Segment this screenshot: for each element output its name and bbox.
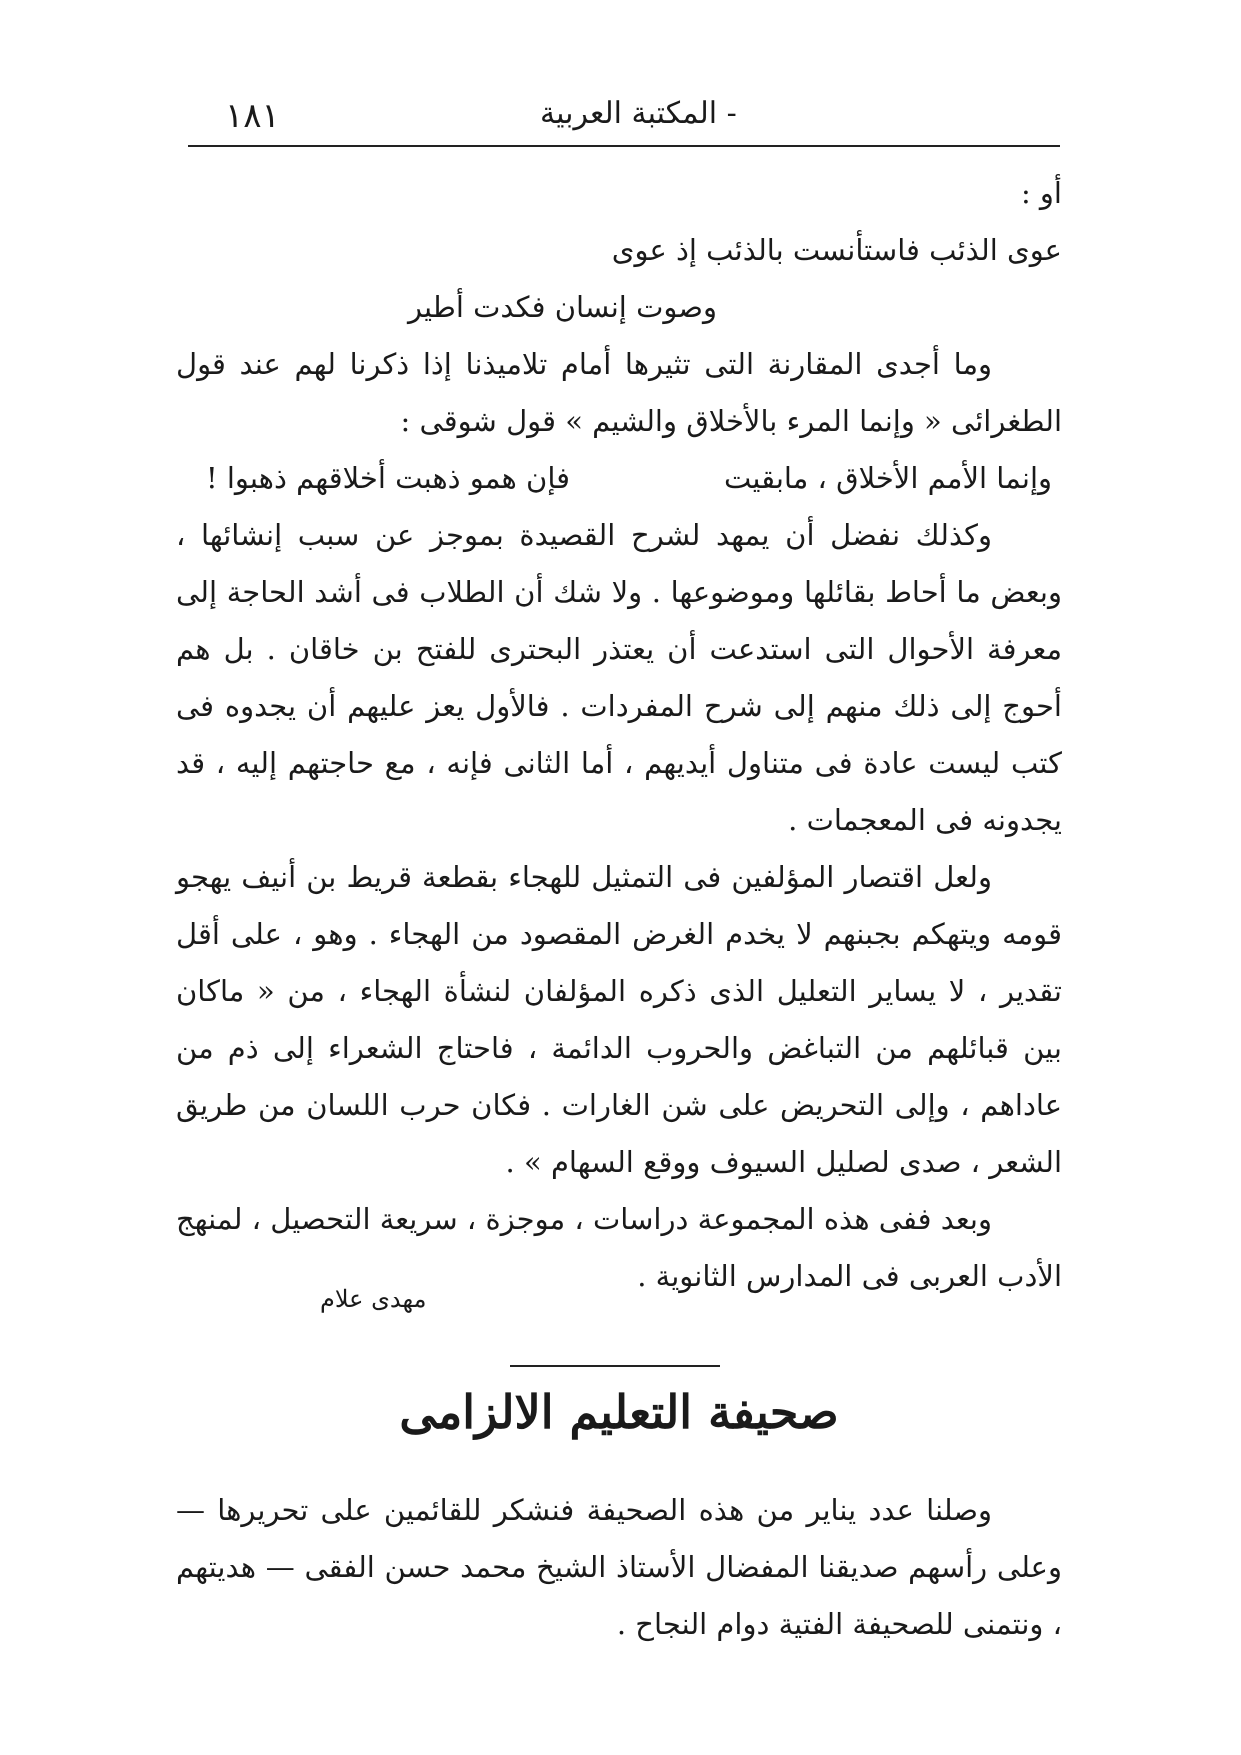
header-rule (188, 145, 1060, 147)
page-number: ١٨١ (225, 96, 280, 136)
paragraph-1: وما أجدى المقارنة التى تثيرها أمام تلاميذنا إذا ذكرنا لهم عند قول الطغرائى « وإنما المرء بالأخلاق والشيم » قول شوقى : (176, 347, 1062, 438)
section-divider (510, 1365, 720, 1367)
section-title: صحيفة التعليم الالزامى (399, 1385, 839, 1439)
running-head: - المكتبة العربية (540, 96, 737, 131)
or-label: أو : (1020, 176, 1062, 210)
paragraph-4: وبعد ففى هذه المجموعة دراسات ، موجزة ، سريعة التحصيل ، لمنهج الأدب العربى فى المدارس الثانوية . (176, 1202, 1062, 1293)
article-body (176, 165, 1062, 1305)
author-signature: مهدى علام (320, 1285, 427, 1313)
verse-3-first-hemistich: وإنما الأمم الأخلاق ، مابقيت (723, 461, 1052, 495)
paragraph-3: ولعل اقتصار المؤلفين فى التمثيل للهجاء بقطعة قريط بن أنيف يهجو قومه ويتهكم بجبنهم لا يخدم الغرض المقصود من الهجاء . وهو ، على أقل تقدير ، لا يساير التعليل الذى ذكره المؤلفان لنشأة الهجاء ، من « ماكان بين قبائلهم من التباغض والحروب الدائمة ، فاحتاج الشعراء إلى ذم من عاداهم ، وإلى التحريض على شن الغارات . فكان حرب اللسان من طريق الشعر ، صدى لصليل السيوف ووقع السهام » . (176, 860, 1062, 1179)
paragraph-2: وكذلك نفضل أن يمهد لشرح القصيدة بموجز عن سبب إنشائها ، وبعض ما أحاط بقائلها وموضوعها . ولا شك أن الطلاب فى أشد الحاجة إلى معرفة الأحوال التى استدعت أن يعتذر البحترى للفتح بن خاقان . بل هم أحوج إلى ذلك منهم إلى شرح المفردات . فالأول يعز عليهم أن يجدوه فى كتب ليست عادة فى متناول أيديهم ، أما الثانى فإنه ، مع حاجتهم إليه ، قد يجدونه فى المعجمات . (176, 518, 1062, 837)
notice-paragraph: وصلنا عدد يناير من هذه الصحيفة فنشكر للقائمين على تحريرها — وعلى رأسهم صديقنا المفضال الأستاذ الشيخ محمد حسن الفقى — هديتهم ، ونتمنى للصحيفة الفتية دوام النجاح . (176, 1493, 1062, 1641)
verse-line-2: وصوت إنسان فكدت أطير (408, 290, 717, 324)
section-body (176, 1482, 1062, 1653)
verse-line-3 (176, 450, 1062, 507)
verse-3-second-hemistich: فإن همو ذهبت أخلاقهم ذهبوا ! (206, 461, 571, 495)
verse-line-1: عوى الذئب فاستأنست بالذئب إذ عوى (611, 233, 1062, 267)
page-header (180, 92, 1060, 142)
